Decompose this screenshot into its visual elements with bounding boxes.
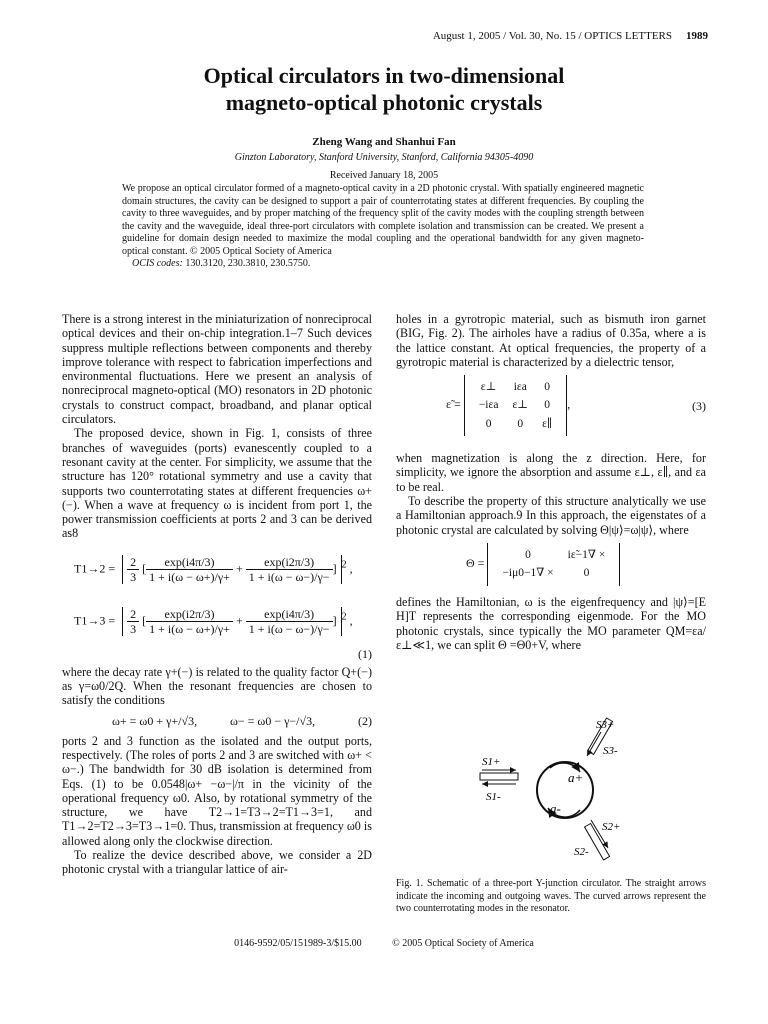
circulator-diagram [470,710,640,875]
eq4-matrix [487,543,620,586]
label-a-minus: a- [550,801,561,816]
label-s2-plus: S2+ [602,821,621,833]
left-paragraph-2: The proposed device, shown in Fig. 1, consists of three branches of waveguides (ports) evanescently coupled to a resonant cavity at the center. For simplicity, we assume that the structure has 120° rotational symmetry and use a cavity that supports two counterrotating states at different frequencies ω+(−). When a wave at frequency ω is incident from port 1, the power transmission coefficients at ports 2 and 3 can be derived as8 [62,426,372,541]
left-paragraph-4: ports 2 and 3 function as the isolated and the output ports, respectively. (The roles of ports 2 and 3 are switched with ω+ < ω−.) The bandwidth for 30 dB isolation is determined from Eqs. (1) to be 0.0548|ω+ −ω−|/π in the vicinity of the operational frequency ω0. Also, by rotational symmetry of the structure, we have T2→1=T3→2=T1→3=1, and T1→2=T2→3=T3→1=0. Thus, transmission at frequency ω0 is allowed along only the clockwise direction. [62,733,372,848]
label-s2-minus: S2- [574,846,589,858]
received-date: Received January 18, 2005 [329,170,439,181]
label-s3-plus: S3+ [596,719,615,731]
eq3-matrix-cell: ε⊥ [480,381,497,394]
equation-3 [396,369,706,451]
eq3-matrix-cell: 0 [485,417,492,430]
waveguide-port-1 [480,773,518,780]
eq3-matrix-cell: iεa [513,381,527,394]
right-paragraph-4: defines the Hamiltonian, ω is the eigenfrequency and |ψ⟩=[E H]T represents the corresponding eigenmode. For the MO photonic crystals, since typically the MO parameter QM=εa/ε⊥≪1, we can split Θ =Θ0+V, where [396,594,706,652]
eq4-lhs: Θ = [466,556,485,571]
left-column [62,312,372,877]
page-footer [0,938,768,949]
s3-in-arrow [587,732,601,756]
eq1b-lhs: T1→3 = [74,613,116,628]
eq4-matrix-cell: 0 [583,567,590,580]
eq2-part-b: ω− = ω0 − γ−/√3, [230,713,316,728]
page-number: 1989 [686,30,708,42]
label-s3-minus: S3- [603,745,618,757]
paper-title [0,62,768,116]
eq3-matrix-cell: −iεa [478,399,499,412]
eq4-matrix-cell: −iμ0−1∇ × [502,567,554,580]
eq3-matrix-cell: 0 [517,417,524,430]
abstract-text: We propose an optical circulator formed of a magneto-optical cavity in a 2D photonic crystal. With spatially engineered magnetic domain structures, the cavity can be designed to support a pair of counterrotating states at different frequencies. By coupling the cavity to three waveguides, and by proper matching of the frequency split of the cavity modes with the coupling strength between the cavity and the waveguide, ideal three-port circulators with complete isolation and transmission can be created. We present a guideline for domain design needed to maximize the modal coupling and the operational bandwidth for any given magneto-optical constant. © 2005 Optical Society of America [122,183,644,257]
title-line-2: magneto-optical photonic crystals [225,90,543,115]
right-paragraph-2: when magnetization is along the z direction. Here, for simplicity, we ignore the absorption and assume ε⊥, ε∥, and εa to be real. [396,451,706,494]
authors: Zheng Wang and Shanhui Fan [312,136,456,148]
right-column [396,312,706,652]
eq2-part-a: ω+ = ω0 + γ+/√3, [112,713,198,728]
equation-4 [396,537,706,595]
title-line-1: Optical circulators in two-dimensional [203,63,565,88]
eq3-number: (3) [692,399,706,414]
right-paragraph-1: holes in a gyrotropic material, such as bismuth iron garnet (BIG, Fig. 2). The airholes have a radius of 0.35a, where a is the lattice constant. At optical frequencies, the property of a gyrotropic material is characterized by a dielectric tensor, [396,312,706,369]
ocis-label: OCIS codes: [132,258,183,269]
eq3-matrix-cell: 0 [544,399,551,412]
equation-2 [62,708,372,734]
equation-1 [62,547,372,665]
eq3-body: ε̃ = ε⊥ iεa 0 −iεa ε⊥ 0 0 0 ε∥, [446,375,570,436]
eq1-number: (1) [358,646,372,661]
journal-line: August 1, 2005 / Vol. 30, No. 15 / OPTICS LETTERS [432,30,672,42]
running-header [433,30,708,42]
eq4-body [466,543,620,586]
eq3-matrix [464,375,567,436]
eq3-matrix-cell: ε⊥ [512,399,529,412]
footer-copyright: © 2005 Optical Society of America [392,938,534,949]
eq3-matrix-cell: 0 [544,381,551,394]
eq4-matrix-cell: 0 [525,548,531,561]
resonator-ring [537,762,593,818]
eq2-number: (2) [358,713,372,728]
label-s1-plus: S1+ [482,756,501,768]
left-paragraph-5: To realize the device described above, we consider a 2D photonic crystal with a triangular lattice of air- [62,848,372,877]
affiliation: Ginzton Laboratory, Stanford University, Stanford, California 94305-4090 [234,152,534,163]
figure-1-schematic [470,710,640,875]
footer-code: 0146-9592/05/151989-3/$15.00 [234,938,362,949]
left-paragraph-3: where the decay rate γ+(−) is related to the quality factor Q+(−) as γ=ω0/2Q. When the resonant frequencies are chosen to satisfy the conditions [62,664,372,708]
ocis-codes [122,258,644,271]
label-a-plus: a+ [568,770,584,785]
abstract [122,183,644,271]
ocis-values: 130.3120, 230.3810, 230.5750. [185,258,311,269]
eq1b: T1→3 = $\frac{2}{3}$ [ $\frac{\exp(i2\pi/3)}{1 + i(\omega - \omega+)/\gamma+}$ + $\frac{\exp(i4\pi/3)}{1 + i(\omega - \omega-)/\gamma-}$ ]$^2$ , [74,606,353,637]
eq3-matrix-cell: ε∥ [542,417,553,430]
left-paragraph-1: There is a strong interest in the miniaturization of nonreciprocal optical devices and their on-chip integration.1–7 Such devices suppress multiple reflections between components and thereby improve tolerance with respect to fabrication imperfections and environmental fluctuations. Here we present an analysis of nonreciprocal magneto-optical (MO) resonators in 2D photonic crystals to construct compact, broadband, and planar optical circulators. [62,312,372,427]
label-s1-minus: S1- [486,791,501,803]
eq1a: T1→2 = $\frac{2}{3}$ [ $\frac{\exp(i4\pi/3)}{1 + i(\omega - \omega+)/\gamma+}$ + $\frac{\exp(i2\pi/3)}{1 + i(\omega - \omega-)/\gamma-}$ ]$^2$ , [74,554,353,585]
figure-1-caption: Fig. 1. Schematic of a three-port Y-junction circulator. The straight arrows indicate the incoming and outgoing waves. The curved arrows represent the two counterrotating modes in the resonator. [396,878,706,914]
eq1a-lhs: T1→2 = [74,561,116,576]
eq3-lhs: ε̃ = [446,397,461,412]
right-paragraph-3: To describe the property of this structure analytically we use a Hamiltonian approach.9 In this approach, the eigenstates of a photonic crystal are calculated by solving Θ|ψ⟩=ω|ψ⟩, where [396,494,706,537]
eq4-matrix-cell: iε̃−1∇ × [567,548,606,561]
